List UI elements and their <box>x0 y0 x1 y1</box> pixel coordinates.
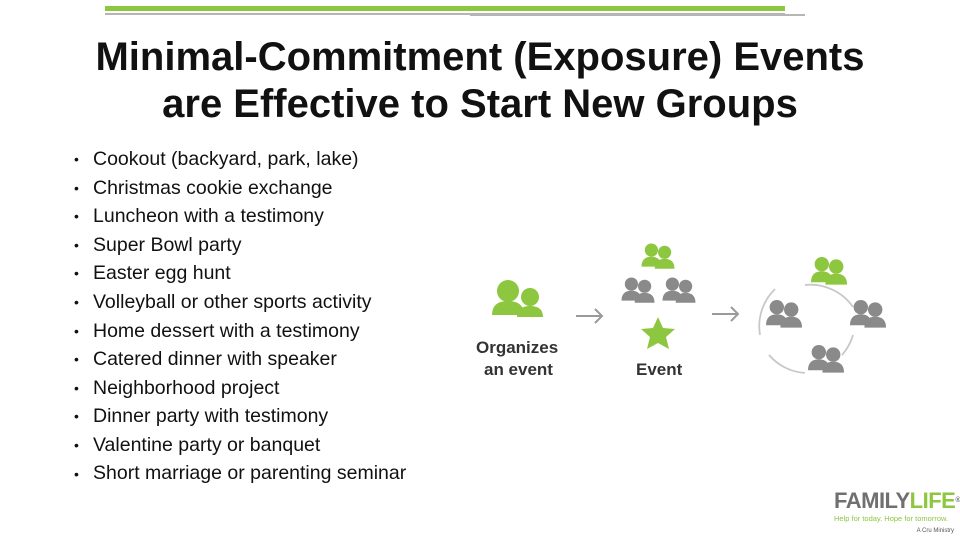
bullet-icon: • <box>74 208 79 225</box>
list-item: • Cookout (backyard, park, lake) <box>74 145 419 174</box>
title-line-2: are Effective to Start New Groups <box>162 82 798 126</box>
group-people-icon <box>766 257 886 373</box>
bullet-icon: • <box>74 322 79 339</box>
bullet-icon: • <box>74 436 79 453</box>
bullet-icon: • <box>74 408 79 425</box>
title-line-1: Minimal-Commitment (Exposure) Events <box>95 35 865 79</box>
logo-tagline: Help for today. Hope for tomorrow. <box>834 514 949 523</box>
arrow-right-icon <box>576 309 602 323</box>
arrow-right-icon <box>712 307 738 321</box>
slide-title <box>40 34 920 128</box>
list-item: • Short marriage or parenting seminar <box>74 461 407 484</box>
top-rule-line-secondary <box>470 14 805 16</box>
diagram-svg <box>470 235 900 395</box>
bullet-icon: • <box>74 179 79 196</box>
event-list <box>74 145 419 483</box>
event-process-diagram <box>470 235 900 395</box>
top-accent-bar <box>105 6 785 11</box>
list-item: • Neighborhood project <box>74 374 419 403</box>
step1-label-line2: an event <box>484 360 553 379</box>
list-item: • Home dessert with a testimony <box>74 317 419 346</box>
bullet-icon: • <box>74 236 79 253</box>
event-attendees-icon <box>622 244 696 303</box>
logo-wordmark: FAMILYLIFE® <box>834 488 960 513</box>
familylife-logo <box>834 488 960 534</box>
list-item: • Dinner party with testimony <box>74 402 419 431</box>
bullet-icon: • <box>74 351 79 368</box>
bullet-icon: • <box>74 293 79 310</box>
organizer-people-icon <box>492 280 543 317</box>
list-item: • Christmas cookie exchange <box>74 174 419 203</box>
list-item: • Easter egg hunt <box>74 259 419 288</box>
list-item: • Luncheon with a testimony <box>74 202 419 231</box>
list-item: • Catered dinner with speaker <box>74 345 419 374</box>
bullet-icon: • <box>74 265 79 282</box>
list-item: • Super Bowl party <box>74 231 419 260</box>
star-icon <box>641 317 675 349</box>
step2-label: Event <box>636 360 683 379</box>
list-item: • Volleyball or other sports activity <box>74 288 419 317</box>
circle-arrows-icon <box>759 285 853 373</box>
bullet-icon: • <box>74 151 79 167</box>
step1-label-line1: Organizes <box>476 338 559 357</box>
cru-ministry-label: A Cru Ministry <box>916 528 954 534</box>
bullet-icon: • <box>74 465 79 482</box>
bullet-icon: • <box>74 379 79 396</box>
list-item: • Valentine party or banquet <box>74 431 419 460</box>
